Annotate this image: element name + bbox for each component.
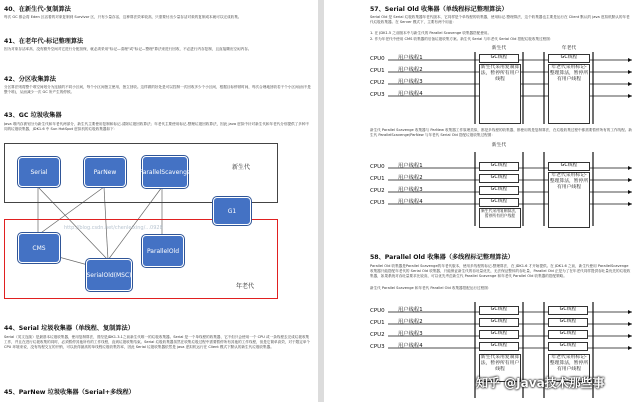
node-serial-old-line1: Serial — [86, 271, 104, 279]
paragraph-57-c: 新生代 Parallel Scavenge 收集器与 ParNew 收集器工作原理类似，都是多线程的收集器，都使用的是复制算法，在垃圾收集过程中都需要暂停所有的工作线程。新生代 ParallelScavenge/ParNew 与年老代 Serial Old 搭配垃圾收集过程图： — [370, 128, 632, 137]
heading-58 — [370, 252, 514, 261]
d2-cpu3-label: CPU3 — [370, 200, 385, 206]
d3-old-gc-thread-1: GC线程 — [548, 306, 588, 315]
old-gen-label: 年老代 — [236, 283, 255, 290]
d2-old-gc-thread: GC线程 — [548, 162, 590, 171]
node-parallel-scavenge-line2: Scavenge — [161, 168, 191, 176]
d2-gc-thread-4: GC线程 — [479, 198, 519, 207]
d1-young-label: 新生代 — [491, 46, 507, 51]
node-parallel-old — [142, 235, 184, 267]
d2-thread3-label: 用户线程3 — [398, 187, 423, 193]
heading-44: 44、Serial 垃圾收集器（单线程、复制算法） — [4, 325, 134, 332]
heading-45: 45、ParNew 垃圾收集器（Serial+多线程） — [4, 389, 135, 396]
d2-thread1-label: 用户线程1 — [398, 163, 423, 169]
cpu2-label: CPU2 — [370, 80, 385, 86]
d3-young-gc-thread-2: GC线程 — [479, 318, 519, 327]
d1-young-gc-thread: GC线程 — [479, 54, 519, 63]
serial-old-process-diagram — [370, 44, 632, 126]
diagram-url-watermark: http://blog.csdn.net/chenleixing/...0928 — [64, 225, 163, 231]
paragraph-58-b: 新生代 Parallel Scavenge 和年老代 Parallel Old 收集器搭配运行过程图： — [370, 286, 492, 290]
d2-cpu1-label: CPU1 — [370, 176, 385, 182]
d2-gc-thread-1: GC线程 — [479, 162, 519, 171]
cpu3-label: CPU3 — [370, 92, 385, 98]
d3-old-gc-thread-2: GC线程 — [548, 318, 588, 327]
left-document-page — [0, 0, 318, 402]
d2-gc-thread-3: GC线程 — [479, 186, 519, 195]
heading-43: 43、GC 垃圾收集器 — [4, 112, 62, 119]
d3-young-desc: 新生代采用复制算法，暂停所有用户线程 — [479, 354, 521, 382]
d3-old-gc-thread-3: GC线程 — [548, 330, 588, 339]
paragraph-42: 分区算法则将整个堆空间划分为连续的不同小区间，每个小区间独立使用，独立回收。这样做的好处是可以控制一次回收多少个小区间，根据目标停顿时间，每次合理地回收若干个小区间(而不是整个堆)，从而减少一次 GC 所产生的停顿。 — [4, 85, 311, 94]
heading-57 — [370, 4, 508, 13]
d1-old-label: 年老代 — [561, 46, 577, 51]
paragraph-57-item2: 2. 作为年老代中使用 CMS 收集器的后备垃圾收集方案。新生代 Serial 与年老代 Serial Old 搭配垃圾收集过程图： — [370, 37, 554, 41]
d2-cpu2-label: CPU2 — [370, 188, 385, 194]
d3-thread2-label: 用户线程2 — [398, 319, 423, 325]
d3-cpu1-label: CPU1 — [370, 320, 385, 326]
heading-40: 40、在新生代-复制算法 — [4, 6, 71, 13]
d2-young-desc: 新生代采用复制算法，暂停所有用户线程 — [479, 208, 521, 228]
paragraph-40: 每次 GC 都会将 Eden 区活着的对象复制到 Survivor 区，只有少量存活，这种算法效率较高，只需要付出少量存活对象的复制成本就可以完成收集。 — [4, 15, 242, 19]
d2-gc-thread-2: GC线程 — [479, 174, 519, 183]
heading-42: 42、分区收集算法 — [4, 76, 56, 83]
thread1-label: 用户线程1 — [398, 55, 423, 61]
thread3-label: 用户线程3 — [398, 79, 423, 85]
d3-cpu3-label: CPU3 — [370, 344, 385, 350]
paragraph-58: Parallel Old 收集器是Parallel Scavenge的年老代版本，使用多线程的标记-整理算法，在 JDK1.6 才开始提供。在 JDK1.6 之前，新生代使用 ParallelScavenge 收集器只能搭配年老代的 Serial Old 收集器，只能保证新生代的吞吐量优先，无法保证整体的吞吐量，Parallel Old 正是为了在年老代同样提供吞吐量优先的垃圾收集器，如果系统对吞吐量要求比较高，可以优先考虑新生代 Parallel Scavenge 和年老代 Parallel Old 收集器的搭配策略。 — [370, 264, 631, 278]
d3-young-gc-thread-3: GC线程 — [479, 330, 519, 339]
paragraph-41: 因为对象存活率高、没有额外空间对它进行分配担保，就必须采用"标记—清理"或"标记—整理"算法来进行回收，不必进行内存复制，且直接腾出空闲内存。 — [4, 47, 252, 51]
d2-cpu0-label: CPU0 — [370, 164, 385, 170]
node-parallel-old-line1: Parallel — [146, 247, 169, 255]
gc-collector-diagram — [4, 143, 276, 297]
paragraph-43: Java 堆内存被划分为新生代和年老代两部分，新生代主要使用复制和标记-清除垃圾回收算法；年老代主要使用标记-整理垃圾回收算法，因此 java 虚拟中针对新生代和年老代分别提供了多种不同的垃圾收集器，JDK1.6 中 Sun HotSpot 虚拟机的垃圾收集器如下： — [4, 122, 310, 131]
thread4-label: 用户线程4 — [398, 91, 423, 97]
node-serial-old-line2: Old(MSC) — [103, 271, 132, 279]
node-parnew: ParNew — [84, 157, 126, 187]
paragraph-57: Serial Old 是 Serial 垃圾收集器年老代版本，它同样是个单线程的收集器，使用标记-整理算法，这个收集器也主要是运行在 Client 默认的 java 虚拟机默认的年老代垃圾收集器。在 Server 模式下，主要有两个用途： — [370, 15, 630, 24]
d3-cpu2-label: CPU2 — [370, 332, 385, 338]
d1-old-desc: 年老代采用标记-整理算法，暂停所有用户线程 — [548, 64, 590, 124]
node-parallel-scavenge-line1: Parallel — [139, 168, 162, 176]
d3-old-desc: 年老代采用标记-整理算法，暂停所有用户线程 — [548, 354, 590, 382]
cpu0-label: CPU0 — [370, 56, 385, 62]
parallel-serial-old-diagram — [370, 140, 632, 228]
young-gen-label: 新生代 — [232, 164, 251, 171]
node-parallel-scavenge — [139, 156, 191, 188]
node-g1: G1 — [213, 197, 251, 225]
d3-young-gc-thread-4: GC线程 — [479, 342, 519, 351]
cpu1-label: CPU1 — [370, 68, 385, 74]
d3-cpu0-label: CPU0 — [370, 308, 385, 314]
d3-thread4-label: 用户线程4 — [398, 343, 423, 349]
d2-young-label: 新生代 — [491, 143, 507, 148]
heading-57-text: 57、Serial Old 收集器（单线程标记整理算法） — [370, 6, 508, 13]
d3-young-gc-thread-1: GC线程 — [479, 306, 519, 315]
heading-58-text: 58、Parallel Old 收集器（多线程标记整理算法） — [370, 254, 514, 261]
d1-old-gc-thread: GC线程 — [548, 54, 590, 63]
paragraph-44: Serial（英文连续）是最基本垃圾收集器，使用复制算法，曾经是JDK1.3.1之前新生代唯一的垃圾收集器。Serial 是一个单线程的收集器，它不但只会使用一个 CPU 或一条线程去完成垃圾收集工作，并且在进行垃圾收集的同时，必须暂停其他所有的工作线程，直到垃圾收集结束。Serial 垃圾收集器虽然在收集垃圾过程中需要暂停所有其他的工作线程，但是它简单高效，对于限定单个 CPU 环境来说，没有线程交互的开销，可以获得最高的单线程垃圾收集效率，因此 Serial 垃圾收集器依然是 java 虚拟机运行在 Client 模式下默认的新生代垃圾收集器。 — [4, 335, 310, 349]
d1-young-desc: 新生代采用复制算法，暂停所有用户线程 — [479, 64, 521, 124]
right-document-page — [324, 0, 640, 402]
d3-old-gc-thread-4: GC线程 — [548, 342, 588, 351]
d2-old-desc: 年老代采用标记-整理算法，暂停所有用户线程 — [548, 172, 590, 228]
node-parallel-old-line2: Old — [168, 247, 180, 255]
d3-thread3-label: 用户线程3 — [398, 331, 423, 337]
thread2-label: 用户线程2 — [398, 67, 423, 73]
d3-thread1-label: 用户线程1 — [398, 307, 423, 313]
node-serial-old — [86, 259, 132, 291]
node-cms: CMS — [18, 233, 60, 263]
d2-thread4-label: 用户线程4 — [398, 199, 423, 205]
d2-thread2-label: 用户线程2 — [398, 175, 423, 181]
zhihu-watermark: 知乎 @Java技术那些事 — [476, 376, 605, 390]
node-serial: Serial — [18, 157, 60, 187]
paragraph-57-item1: 1. 在 JDK1.5 之前版本中与新生代的 Parallel Scavenge 收集器搭配使用。 — [370, 31, 492, 35]
heading-41: 41、在老年代-标记整理算法 — [4, 38, 84, 45]
